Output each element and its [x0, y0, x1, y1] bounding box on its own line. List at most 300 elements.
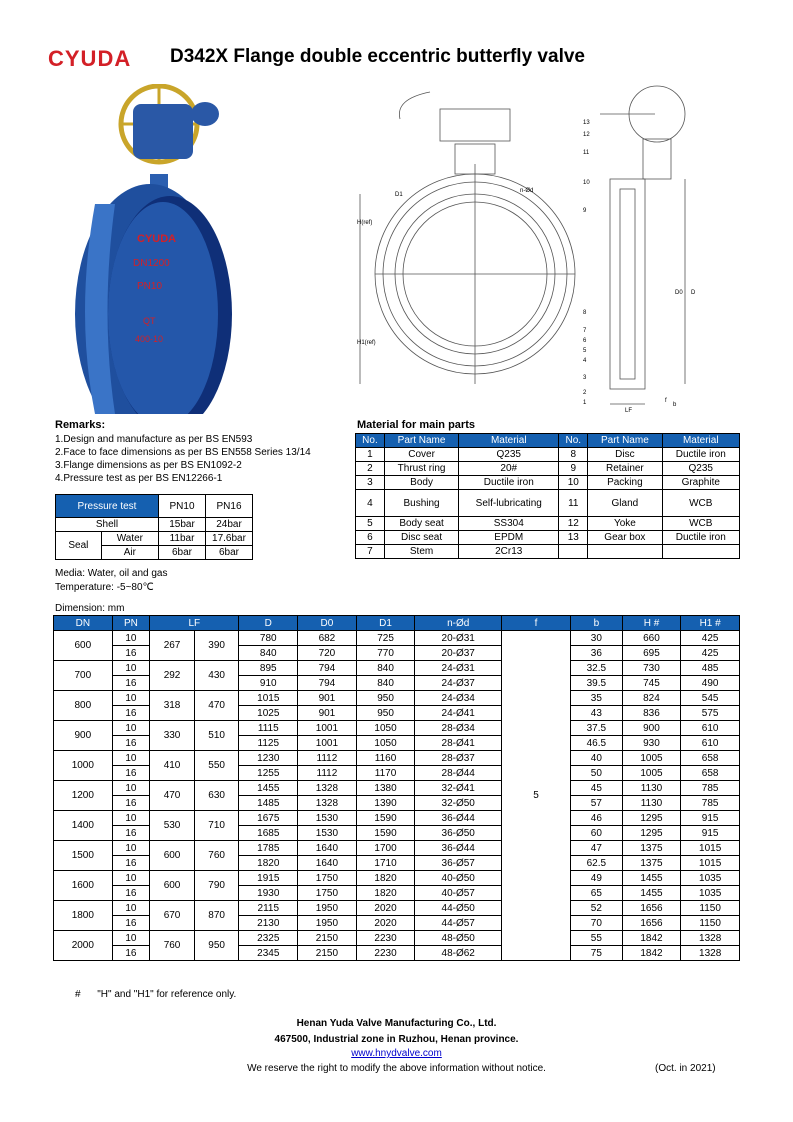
label-d0: D0	[675, 290, 683, 296]
dimension-cell: 36-Ø44	[415, 811, 502, 826]
photo-grade-text: 400-10	[135, 334, 164, 344]
dimension-cell: 1842	[622, 946, 681, 961]
dimension-cell: 1328	[298, 796, 357, 811]
dimension-cell: 1530	[298, 811, 357, 826]
dimension-cell: 1820	[356, 886, 415, 901]
photo-qt-text: QT	[143, 316, 156, 326]
dimension-cell: 901	[298, 706, 357, 721]
company-address: 467500, Industrial zone in Ruzhou, Henan province.	[274, 1034, 519, 1045]
dimension-cell: 28-Ø44	[415, 766, 502, 781]
materials-cell: 7	[356, 545, 385, 559]
dimension-cell: 2150	[298, 946, 357, 961]
photo-pn-text: PN10	[137, 281, 163, 292]
remark-item: 4.Pressure test as per BS EN12266-1	[55, 473, 223, 484]
dimension-cell: 47	[571, 841, 623, 856]
pn-cell: 10	[112, 721, 150, 736]
materials-header: No.	[559, 434, 588, 448]
f-cell: 5	[502, 631, 571, 961]
dimension-cell: 1160	[356, 751, 415, 766]
materials-cell: Disc	[588, 448, 662, 462]
dimension-table	[53, 615, 740, 961]
materials-table	[355, 433, 740, 559]
dn-cell: 1600	[54, 871, 113, 901]
dimension-cell: 2325	[239, 931, 298, 946]
dimension-cell: 44-Ø57	[415, 916, 502, 931]
reference-note	[75, 989, 236, 1000]
materials-cell: 9	[559, 462, 588, 476]
dimension-cell: 2150	[298, 931, 357, 946]
table-row	[54, 901, 740, 916]
lf1-cell: 530	[150, 811, 195, 841]
pressure-test-table	[55, 494, 253, 560]
part-number-label: 10	[583, 180, 590, 186]
lf1-cell: 410	[150, 751, 195, 781]
shell-pn10: 15bar	[159, 518, 206, 532]
dimension-cell: 1150	[681, 916, 740, 931]
dimension-cell: 840	[239, 646, 298, 661]
dimension-header: f	[502, 616, 571, 631]
remark-item: 2.Face to face dimensions as per BS EN558 Series 13/14	[55, 447, 311, 458]
dimension-cell: 2020	[356, 901, 415, 916]
materials-cell: Ductile iron	[662, 448, 739, 462]
dimension-header: H #	[622, 616, 681, 631]
lf2-cell: 550	[194, 751, 239, 781]
note-text: "H" and "H1" for reference only.	[97, 989, 237, 1000]
dimension-cell: 1530	[298, 826, 357, 841]
dimension-cell: 1915	[239, 871, 298, 886]
remark-item: 1.Design and manufacture as per BS EN593	[55, 434, 253, 445]
label-h1: H1(ref)	[357, 340, 376, 346]
materials-cell: Graphite	[662, 476, 739, 490]
website-link[interactable]: www.hnydvalve.com	[351, 1048, 442, 1059]
dimension-cell: 1112	[298, 766, 357, 781]
lf2-cell: 790	[194, 871, 239, 901]
materials-cell: Body	[384, 476, 458, 490]
dimension-cell: 1328	[298, 781, 357, 796]
dimension-cell: 36-Ø50	[415, 826, 502, 841]
valve-photo	[55, 84, 245, 414]
dimension-cell: 1328	[681, 931, 740, 946]
table-row	[54, 721, 740, 736]
dimension-cell: 1380	[356, 781, 415, 796]
dimension-cell: 45	[571, 781, 623, 796]
table-row	[54, 631, 740, 646]
dimension-cell: 950	[356, 706, 415, 721]
materials-cell: 10	[559, 476, 588, 490]
dimension-cell: 840	[356, 661, 415, 676]
dimension-cell: 840	[356, 676, 415, 691]
dimension-cell: 485	[681, 661, 740, 676]
lf1-cell: 330	[150, 721, 195, 751]
pn-cell: 16	[112, 796, 150, 811]
pn-cell: 16	[112, 736, 150, 751]
dimension-cell: 1130	[622, 796, 681, 811]
lf2-cell: 870	[194, 901, 239, 931]
materials-cell: Thrust ring	[384, 462, 458, 476]
pn-cell: 16	[112, 766, 150, 781]
dimension-cell: 915	[681, 826, 740, 841]
part-number-label: 9	[583, 208, 587, 214]
dimension-cell: 1950	[298, 901, 357, 916]
dimension-cell: 1005	[622, 751, 681, 766]
pn-cell: 10	[112, 931, 150, 946]
dimension-cell: 1455	[239, 781, 298, 796]
dimension-cell: 60	[571, 826, 623, 841]
part-number-label: 1	[583, 400, 587, 406]
dimension-cell: 1001	[298, 721, 357, 736]
dimension-cell: 658	[681, 751, 740, 766]
lf1-cell: 267	[150, 631, 195, 661]
part-number-label: 13	[583, 120, 590, 126]
dimension-cell: 725	[356, 631, 415, 646]
pn-cell: 16	[112, 646, 150, 661]
materials-cell: 2Cr13	[459, 545, 559, 559]
dn-cell: 1800	[54, 901, 113, 931]
dimension-cell: 1035	[681, 886, 740, 901]
air-pn10: 6bar	[159, 546, 206, 560]
label-d: D	[691, 290, 696, 296]
lf2-cell: 950	[194, 931, 239, 961]
dimension-cell: 1842	[622, 931, 681, 946]
page-title: D342X Flange double eccentric butterfly valve	[170, 46, 585, 67]
pn-cell: 16	[112, 916, 150, 931]
pn-cell: 10	[112, 841, 150, 856]
materials-header: No.	[356, 434, 385, 448]
materials-cell: SS304	[459, 517, 559, 531]
part-number-label: 3	[583, 375, 587, 381]
dn-cell: 2000	[54, 931, 113, 961]
materials-cell: Retainer	[588, 462, 662, 476]
dimension-cell: 20-Ø31	[415, 631, 502, 646]
pn10-header: PN10	[159, 495, 206, 518]
label-f: f	[665, 398, 667, 404]
dimension-cell: 1295	[622, 811, 681, 826]
air-label: Air	[101, 546, 158, 560]
dimension-cell: 70	[571, 916, 623, 931]
dimension-cell: 1255	[239, 766, 298, 781]
dimension-cell: 895	[239, 661, 298, 676]
materials-cell	[662, 545, 739, 559]
part-number-label: 6	[583, 338, 587, 344]
dimension-cell: 745	[622, 676, 681, 691]
dimension-cell: 50	[571, 766, 623, 781]
label-h: H(ref)	[357, 220, 373, 226]
materials-cell: Q235	[662, 462, 739, 476]
dimension-cell: 24-Ø37	[415, 676, 502, 691]
dn-cell: 1500	[54, 841, 113, 871]
dn-cell: 1200	[54, 781, 113, 811]
document-date: (Oct. in 2021)	[655, 1063, 716, 1074]
dimension-header: D0	[298, 616, 357, 631]
dimension-cell: 1656	[622, 916, 681, 931]
company-name: Henan Yuda Valve Manufacturing Co., Ltd.	[296, 1018, 497, 1029]
part-number-label: 8	[583, 310, 587, 316]
materials-cell: Body seat	[384, 517, 458, 531]
dimension-cell: 785	[681, 781, 740, 796]
pn-cell: 16	[112, 886, 150, 901]
pn-cell: 10	[112, 901, 150, 916]
dimension-cell: 1820	[356, 871, 415, 886]
dimension-cell: 35	[571, 691, 623, 706]
pn-cell: 10	[112, 631, 150, 646]
pn-cell: 10	[112, 691, 150, 706]
dimension-cell: 24-Ø34	[415, 691, 502, 706]
temperature-text: Temperature: -5~80℃	[55, 582, 154, 593]
note-mark: #	[75, 989, 81, 1000]
dimension-cell: 1640	[298, 841, 357, 856]
dimension-cell: 57	[571, 796, 623, 811]
dimension-cell: 52	[571, 901, 623, 916]
dimension-cell: 900	[622, 721, 681, 736]
shell-pn16: 24bar	[206, 518, 253, 532]
dimension-cell: 1035	[681, 871, 740, 886]
dimension-cell: 62.5	[571, 856, 623, 871]
dimension-cell: 1820	[239, 856, 298, 871]
lf2-cell: 630	[194, 781, 239, 811]
materials-cell: Self-lubricating	[459, 490, 559, 517]
remarks-title: Remarks:	[55, 419, 106, 431]
dimension-cell: 910	[239, 676, 298, 691]
dimension-cell: 1001	[298, 736, 357, 751]
materials-cell: Stem	[384, 545, 458, 559]
dimension-cell: 610	[681, 721, 740, 736]
dimension-cell: 1640	[298, 856, 357, 871]
pn-cell: 10	[112, 781, 150, 796]
dimension-cell: 1950	[298, 916, 357, 931]
dimension-cell: 950	[356, 691, 415, 706]
lf2-cell: 430	[194, 661, 239, 691]
materials-cell: Disc seat	[384, 531, 458, 545]
table-row	[54, 811, 740, 826]
materials-cell: WCB	[662, 490, 739, 517]
dimension-cell: 32.5	[571, 661, 623, 676]
materials-header: Material	[459, 434, 559, 448]
dimension-cell: 1170	[356, 766, 415, 781]
materials-cell: 4	[356, 490, 385, 517]
dimension-cell: 1590	[356, 826, 415, 841]
dimension-cell: 20-Ø37	[415, 646, 502, 661]
materials-cell: 20#	[459, 462, 559, 476]
dimension-cell: 1455	[622, 871, 681, 886]
dimension-cell: 1230	[239, 751, 298, 766]
dimension-cell: 1710	[356, 856, 415, 871]
lf1-cell: 760	[150, 931, 195, 961]
dimension-header: b	[571, 616, 623, 631]
dimension-cell: 1590	[356, 811, 415, 826]
part-number-label: 7	[583, 328, 587, 334]
photo-logo-text: CYUDA	[137, 233, 177, 245]
dimension-header: D	[239, 616, 298, 631]
dimension-cell: 65	[571, 886, 623, 901]
dimension-cell: 40-Ø57	[415, 886, 502, 901]
dimension-cell: 730	[622, 661, 681, 676]
dimension-cell: 2130	[239, 916, 298, 931]
lf2-cell: 710	[194, 811, 239, 841]
part-number-label: 4	[583, 358, 587, 364]
dimension-cell: 658	[681, 766, 740, 781]
water-pn16: 17.6bar	[206, 532, 253, 546]
dimension-cell: 901	[298, 691, 357, 706]
dimension-cell: 1295	[622, 826, 681, 841]
lf2-cell: 510	[194, 721, 239, 751]
dimension-cell: 2115	[239, 901, 298, 916]
dimension-cell: 1112	[298, 751, 357, 766]
materials-cell: 1	[356, 448, 385, 462]
dimension-cell: 36-Ø44	[415, 841, 502, 856]
dimension-cell: 2345	[239, 946, 298, 961]
pn-cell: 10	[112, 751, 150, 766]
dimension-header: D1	[356, 616, 415, 631]
dimension-cell: 1050	[356, 736, 415, 751]
table-row	[54, 691, 740, 706]
dimension-cell: 32-Ø41	[415, 781, 502, 796]
label-d1: D1	[395, 192, 403, 198]
lf1-cell: 292	[150, 661, 195, 691]
materials-cell: Yoke	[588, 517, 662, 531]
dimension-cell: 1750	[298, 871, 357, 886]
pn16-header: PN16	[206, 495, 253, 518]
dimension-cell: 46.5	[571, 736, 623, 751]
dimension-cell: 1015	[681, 841, 740, 856]
dimension-cell: 36-Ø57	[415, 856, 502, 871]
materials-header: Part Name	[384, 434, 458, 448]
pressure-header: Pressure test	[56, 495, 159, 518]
materials-cell: Gland	[588, 490, 662, 517]
materials-cell	[559, 545, 588, 559]
remark-item: 3.Flange dimensions as per BS EN1092-2	[55, 460, 242, 471]
dimension-cell: 1050	[356, 721, 415, 736]
dimension-cell: 1328	[681, 946, 740, 961]
photo-dn-text: DN1200	[133, 258, 170, 269]
lf1-cell: 670	[150, 901, 195, 931]
dimension-cell: 720	[298, 646, 357, 661]
table-row	[54, 931, 740, 946]
lf1-cell: 600	[150, 871, 195, 901]
dn-cell: 900	[54, 721, 113, 751]
dimension-cell: 770	[356, 646, 415, 661]
pn-cell: 16	[112, 856, 150, 871]
lf1-cell: 600	[150, 841, 195, 871]
table-row	[54, 841, 740, 856]
remarks-list	[55, 433, 311, 485]
dimension-header: LF	[150, 616, 239, 631]
dimension-cell: 915	[681, 811, 740, 826]
materials-cell: Ductile iron	[662, 531, 739, 545]
dimension-cell: 785	[681, 796, 740, 811]
water-pn10: 11bar	[159, 532, 206, 546]
pn-cell: 10	[112, 811, 150, 826]
dimension-cell: 2230	[356, 931, 415, 946]
dimension-cell: 48-Ø62	[415, 946, 502, 961]
dimension-cell: 1015	[681, 856, 740, 871]
dimension-cell: 40	[571, 751, 623, 766]
materials-header: Material	[662, 434, 739, 448]
pn-cell: 16	[112, 706, 150, 721]
lf2-cell: 470	[194, 691, 239, 721]
dimension-cell: 425	[681, 631, 740, 646]
dimension-cell: 794	[298, 661, 357, 676]
dimension-cell: 1656	[622, 901, 681, 916]
part-number-label: 2	[583, 390, 587, 396]
materials-cell: Ductile iron	[459, 476, 559, 490]
dimension-cell: 1700	[356, 841, 415, 856]
materials-cell: 11	[559, 490, 588, 517]
pn-cell: 16	[112, 826, 150, 841]
dimension-cell: 610	[681, 736, 740, 751]
dimension-cell: 40-Ø50	[415, 871, 502, 886]
dimension-cell: 1675	[239, 811, 298, 826]
dimension-cell: 836	[622, 706, 681, 721]
materials-cell: 8	[559, 448, 588, 462]
dn-cell: 1000	[54, 751, 113, 781]
dimension-cell: 682	[298, 631, 357, 646]
dimension-cell: 575	[681, 706, 740, 721]
dimension-cell: 1130	[622, 781, 681, 796]
dimension-cell: 1455	[622, 886, 681, 901]
dimension-cell: 660	[622, 631, 681, 646]
part-number-label: 11	[583, 150, 590, 156]
dimension-cell: 1125	[239, 736, 298, 751]
dimension-cell: 39.5	[571, 676, 623, 691]
materials-cell: 5	[356, 517, 385, 531]
dimension-cell: 48-Ø50	[415, 931, 502, 946]
media-info	[55, 567, 167, 595]
dimension-cell: 1150	[681, 901, 740, 916]
materials-cell: EPDM	[459, 531, 559, 545]
materials-cell: WCB	[662, 517, 739, 531]
water-label: Water	[101, 532, 158, 546]
dimension-cell: 32-Ø50	[415, 796, 502, 811]
dimension-cell: 43	[571, 706, 623, 721]
dimension-cell: 1785	[239, 841, 298, 856]
pn-cell: 10	[112, 661, 150, 676]
dimension-cell: 1375	[622, 856, 681, 871]
dimension-cell: 425	[681, 646, 740, 661]
dimension-cell: 46	[571, 811, 623, 826]
disclaimer: We reserve the right to modify the above information without notice.	[247, 1063, 546, 1074]
dimension-cell: 75	[571, 946, 623, 961]
dimension-cell: 1390	[356, 796, 415, 811]
materials-header: Part Name	[588, 434, 662, 448]
materials-cell: Packing	[588, 476, 662, 490]
materials-cell: 13	[559, 531, 588, 545]
materials-title: Material for main parts	[357, 419, 475, 431]
dimension-cell: 37.5	[571, 721, 623, 736]
materials-cell: 6	[356, 531, 385, 545]
shell-label: Shell	[56, 518, 159, 532]
dimension-cell: 794	[298, 676, 357, 691]
lf1-cell: 318	[150, 691, 195, 721]
dimension-header: PN	[112, 616, 150, 631]
dimension-cell: 36	[571, 646, 623, 661]
dn-cell: 700	[54, 661, 113, 691]
seal-label: Seal	[56, 532, 102, 560]
dimension-cell: 1750	[298, 886, 357, 901]
table-row	[54, 751, 740, 766]
dimension-cell: 44-Ø50	[415, 901, 502, 916]
dimension-cell: 1015	[239, 691, 298, 706]
dimension-cell: 1025	[239, 706, 298, 721]
media-text: Media: Water, oil and gas	[55, 568, 168, 579]
materials-cell: 3	[356, 476, 385, 490]
dimension-label: Dimension: mm	[55, 603, 125, 614]
dimension-header: n-Ød	[415, 616, 502, 631]
lf1-cell: 470	[150, 781, 195, 811]
dimension-cell: 1005	[622, 766, 681, 781]
dimension-header: H1 #	[681, 616, 740, 631]
materials-cell: 12	[559, 517, 588, 531]
part-number-label: 5	[583, 348, 587, 354]
